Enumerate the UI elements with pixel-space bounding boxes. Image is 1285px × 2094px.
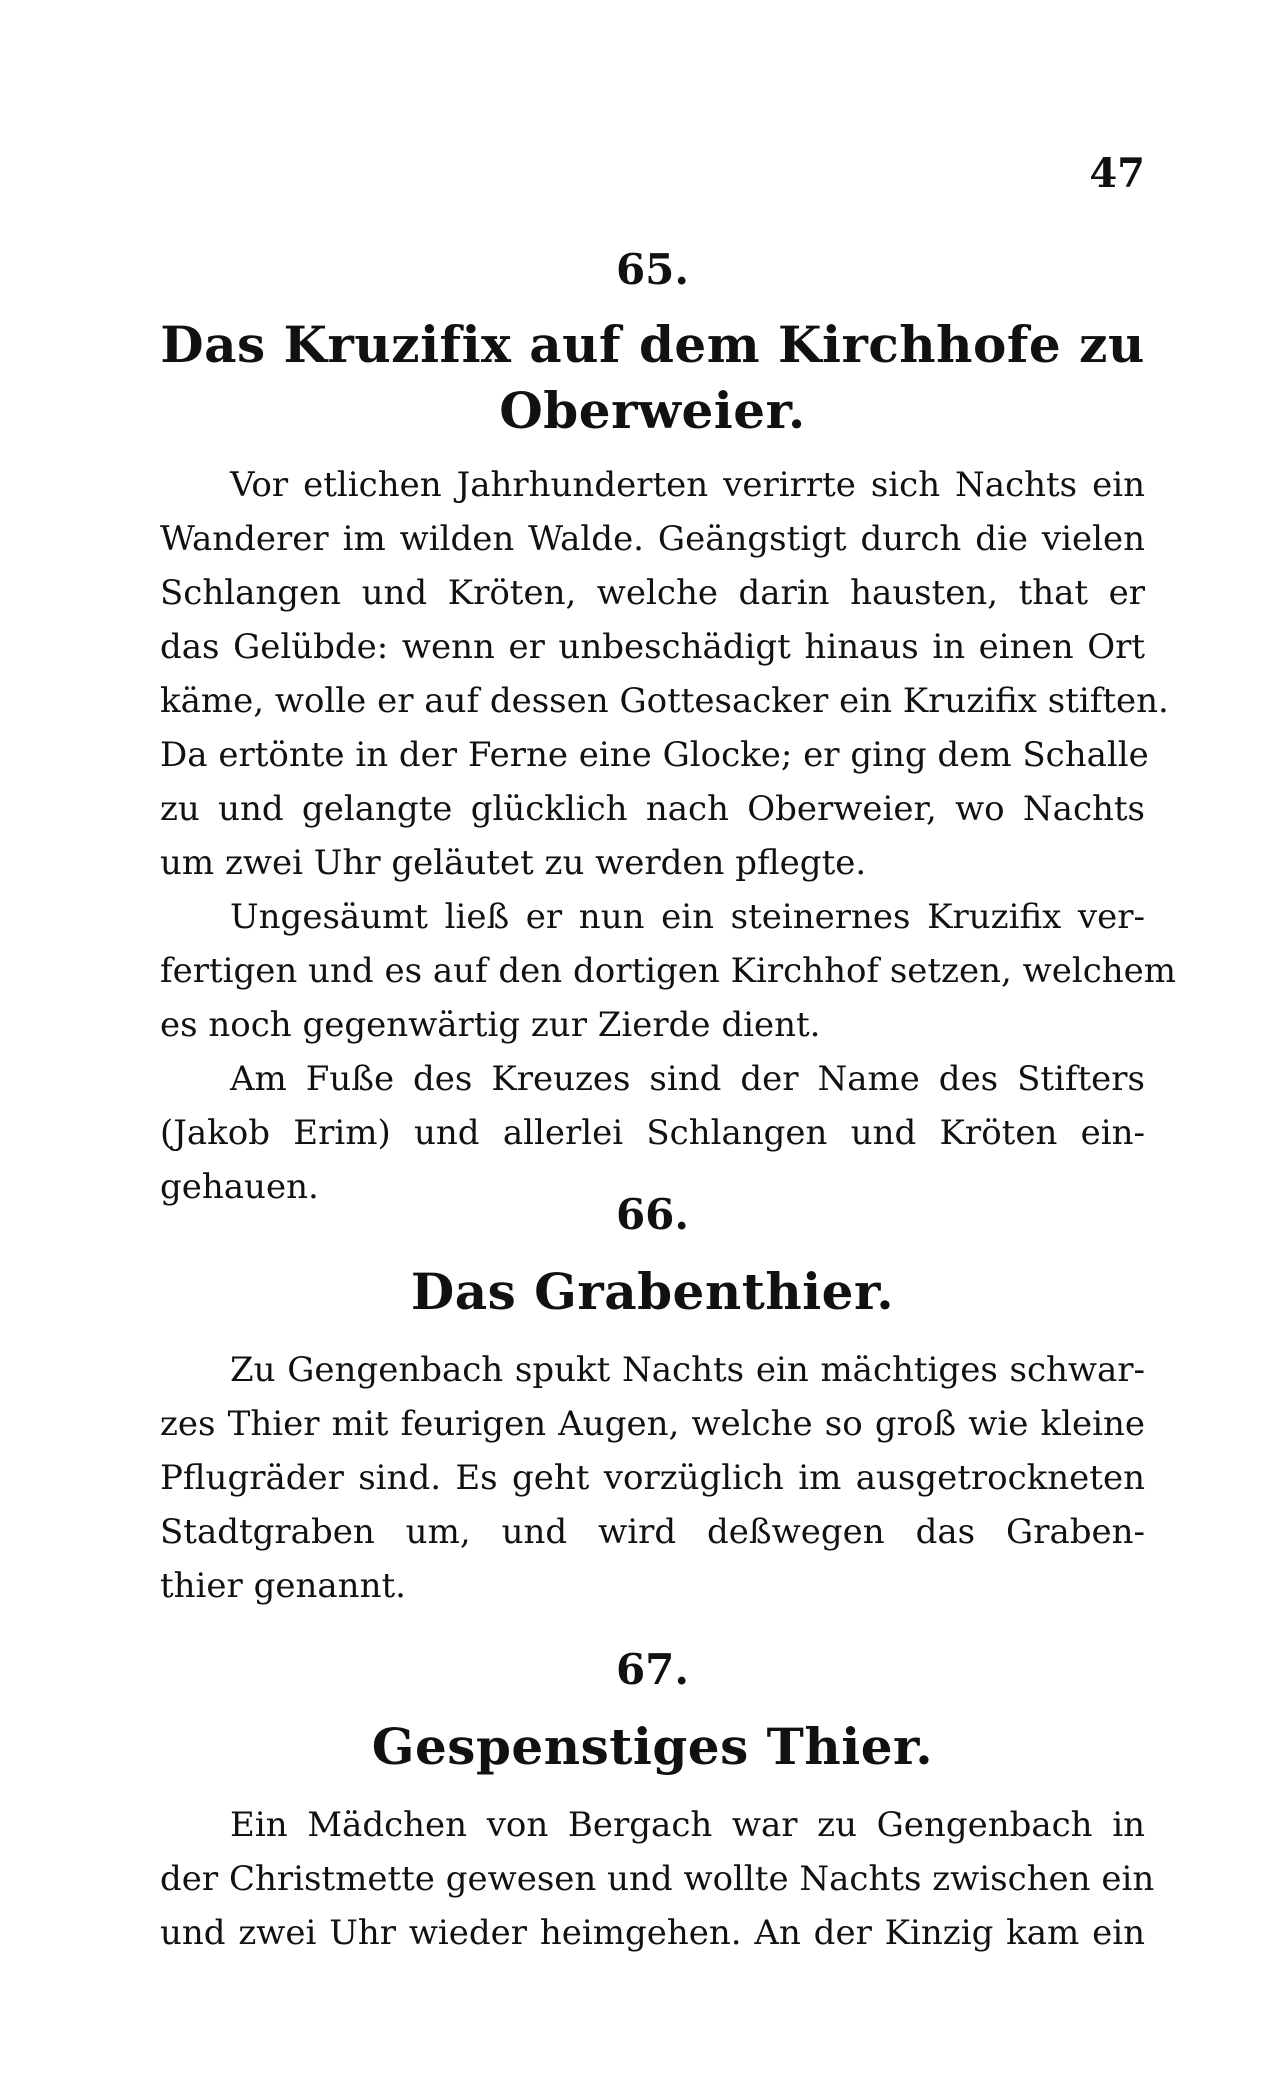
paragraph [160, 1343, 1145, 1613]
section-66 [160, 1185, 1145, 1613]
text-line: Stadtgraben um, und wird deßwegen das Graben- [160, 1512, 1145, 1552]
section-65 [160, 240, 1176, 1214]
section-number: 66. [615, 1190, 690, 1239]
text-line: (Jakob Erim) und allerlei Schlangen und Kröten ein- [160, 1113, 1145, 1153]
text-line: thier genannt. [160, 1566, 406, 1606]
paragraph [160, 458, 1169, 890]
text-line: Pflugräder sind. Es geht vorzüglich im ausgetrockneten [160, 1458, 1145, 1498]
text-line: Ein Mädchen von Bergach war zu Gengenbach in [230, 1805, 1145, 1845]
section-title: Gespenstiges Thier. [371, 1717, 934, 1776]
text-line: käme, wolle er auf dessen Gottesacker ein Kruzifix stiften. [160, 681, 1169, 721]
section-title: Das Grabenthier. [410, 1262, 895, 1321]
section-67 [160, 1640, 1155, 1960]
text-line: fertigen und es auf den dortigen Kirchhof setzen, welchem [160, 951, 1176, 991]
text-line: Vor etlichen Jahrhunderten verirrte sich Nachts ein [230, 465, 1145, 505]
text-line: Da ertönte in der Ferne eine Glocke; er ging dem Schalle [160, 735, 1149, 775]
text-line: es noch gegenwärtig zur Zierde dient. [160, 1005, 821, 1045]
paragraph [160, 1798, 1155, 1960]
page-number: 47 [1089, 150, 1145, 197]
section-number: 67. [615, 1645, 690, 1694]
paragraph [160, 890, 1176, 1052]
text-line: das Gelübde: wenn er unbeschädigt hinaus in einen Ort [160, 627, 1145, 667]
text-line: Zu Gengenbach spukt Nachts ein mächtiges schwar- [230, 1350, 1145, 1390]
text-line: zes Thier mit feurigen Augen, welche so groß wie kleine [160, 1404, 1145, 1444]
text-line: um zwei Uhr geläutet zu werden pflegte. [160, 843, 867, 883]
text-line: Ungesäumt ließ er nun ein steinernes Kruzifix ver- [230, 897, 1145, 937]
text-line: zu und gelangte glücklich nach Oberweier, wo Nachts [160, 789, 1145, 829]
section-number: 65. [615, 245, 690, 294]
text-line: der Christmette gewesen und wollte Nachts zwischen ein [160, 1859, 1155, 1899]
text-line: und zwei Uhr wieder heimgehen. An der Kinzig kam ein [160, 1913, 1145, 1953]
section-title: Das Kruzifix auf dem Kirchhofe zu Oberweier. [160, 315, 1145, 440]
text-line: Schlangen und Kröten, welche darin hausten, that er [160, 573, 1145, 613]
text-line: Am Fuße des Kreuzes sind der Name des Stifters [230, 1059, 1145, 1099]
text-line: Wanderer im wilden Walde. Geängstigt durch die vielen [160, 519, 1145, 559]
text-line: gehauen. [160, 1167, 319, 1207]
